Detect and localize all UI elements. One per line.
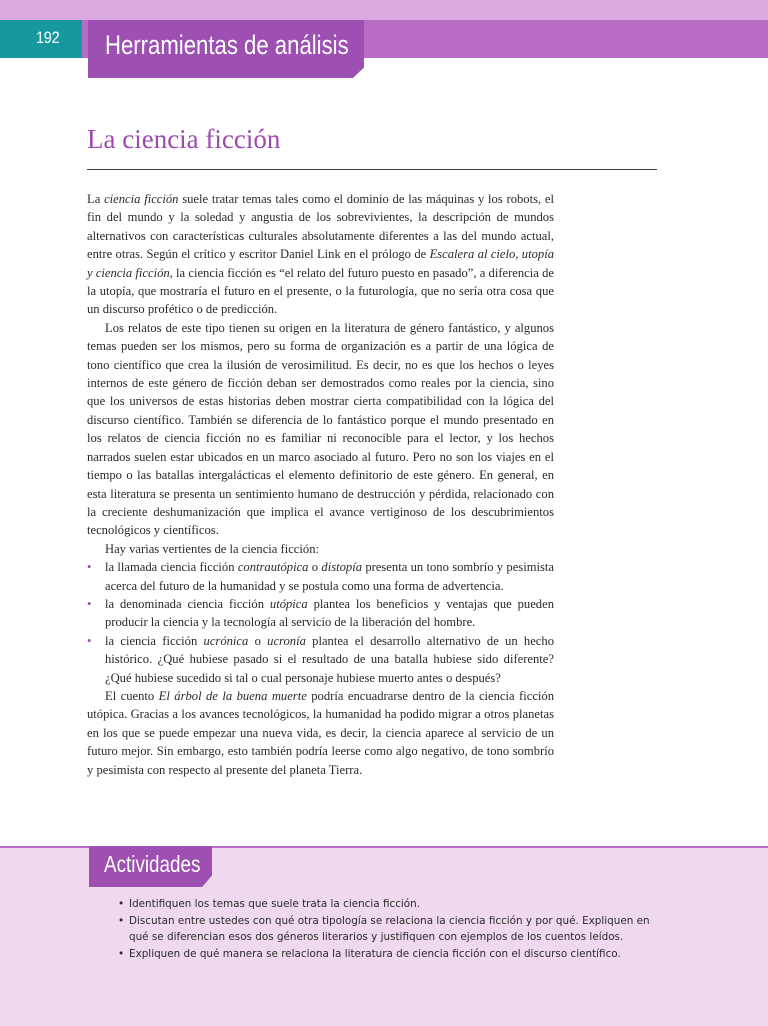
italic-book-title: Escalera al cielo, utopía y ciencia ficción	[87, 247, 554, 280]
italic-story-title: El árbol de la buena muerte	[158, 688, 307, 703]
text-run: La	[87, 192, 105, 206]
text-run: la ciencia ficción	[105, 633, 204, 648]
vertientes-list	[87, 558, 554, 687]
section-title: Herramientas de análisis	[105, 30, 349, 60]
text-run: podría encuadrarse dentro de la ciencia ficción utópica. Gracias a los avances tecnológicos, la humanidad ha podido migrar a otros planetas en los que se puede empezar una nueva vida, es decir, la ciencia aparece al servicio de un futuro mejor. Sin embargo, esto también podría leerse como algo negativo, de tono sombrío y pesimista con respecto al presente del planeta Tierra.	[87, 688, 555, 777]
text-run: suele tratar temas tales como el dominio de las máquinas y los robots, el fin del mundo y la soledad y angustia de los sobrevivientes, la descripción de mundos alternativos con características culturales absolutamente diferentes a las del mundo actual, entre otras. Según el crítico y escritor Daniel Link en el prólogo de	[87, 192, 555, 262]
italic-term: distopía	[321, 560, 363, 575]
paragraph-origins: Los relatos de este tipo tienen su origen en la literatura de género fantástico, y algunos temas pueden ser los mismos, pero su forma de organización es a partir de una lógica de tono científico que crea la ilusión de verosimilitud. Es decir, no es que los hechos o leyes internos de este género de ficción deban ser demostrados como reales por la ciencia, sino que los universos de estas historias deben mostrar cierta compatibilidad con la lógica del discurso científico. También se diferencia de lo fantástico porque el mundo presentado en los relatos de ciencia ficción no es familiar ni reconocible para el lector, y los hechos narrados suelen estar ubicados en un marco asociado al futuro. Pero no son los viajes en el tiempo o las batallas intergalácticas el elemento definitorio de este género. En general, en esta literatura se presenta un sentimiento humano de destrucción y pérdida, relacionado con la creciente deshumanización que implica el avance vertiginoso de los descubrimientos tecnológicos y científicos.	[87, 320, 554, 538]
text-run: la denominada ciencia ficción	[105, 596, 270, 611]
activity-item: • Expliquen de qué manera se relaciona la literatura de ciencia ficción con el discurso científico.	[118, 946, 653, 963]
title-divider	[87, 169, 657, 170]
paragraph-example	[87, 687, 554, 779]
text-run: plantea el desarrollo alternativo de un hecho histórico. ¿Qué hubiese pasado si el resultado de una batalla hubiese sido diferente? ¿Qué hubiese sucedido si tal o cual personaje hubiese muerto antes o después?	[105, 633, 554, 685]
chapter-title: La ciencia ficción	[87, 124, 281, 154]
paragraph-vertientes-intro: Hay varias vertientes de la ciencia ficción:	[105, 541, 319, 556]
activities-list	[118, 896, 653, 962]
text-run: o	[308, 560, 322, 575]
text-run: El cuento	[105, 688, 159, 703]
page-number: 192	[36, 28, 60, 47]
italic-term: ucrónica	[203, 633, 249, 648]
italic-term: ucronía	[267, 633, 306, 648]
text-run: o	[248, 633, 268, 648]
activity-item: • Discutan entre ustedes con qué otra tipología se relaciona la ciencia ficción y por qué. Expliquen en qué se diferencian esos dos géneros literarios y justifiquen con ejemplos de los cuentos leídos.	[118, 913, 653, 946]
list-item	[87, 632, 554, 687]
text-run: presenta un tono sombrío y pesimista acerca del futuro de la humanidad y se postula como una forma de advertencia.	[105, 560, 554, 593]
list-item	[87, 595, 554, 632]
list-item	[87, 558, 554, 595]
top-color-band	[0, 0, 768, 20]
italic-term: utópica	[269, 596, 308, 611]
activity-item: • Identifiquen los temas que suele trata la ciencia ficción.	[118, 896, 653, 913]
paragraph-intro	[87, 190, 554, 319]
text-run: la llamada ciencia ficción	[105, 560, 238, 575]
text-run: plantea los beneficios y ventajas que pueden producir la ciencia y la tecnología al servicio de la liberación del hombre.	[105, 596, 554, 630]
italic-term: contrautópica	[237, 560, 309, 575]
body-text	[87, 190, 554, 779]
text-run: , la ciencia ficción es “el relato del futuro puesto en pasado”, a diferencia de la utopía, que mostraría el futuro en el presente, o la futurología, que no sería otra cosa que un discurso profético o de predicción.	[87, 265, 554, 317]
italic-term: ciencia ficción	[104, 192, 179, 206]
activities-title: Actividades	[104, 851, 201, 877]
